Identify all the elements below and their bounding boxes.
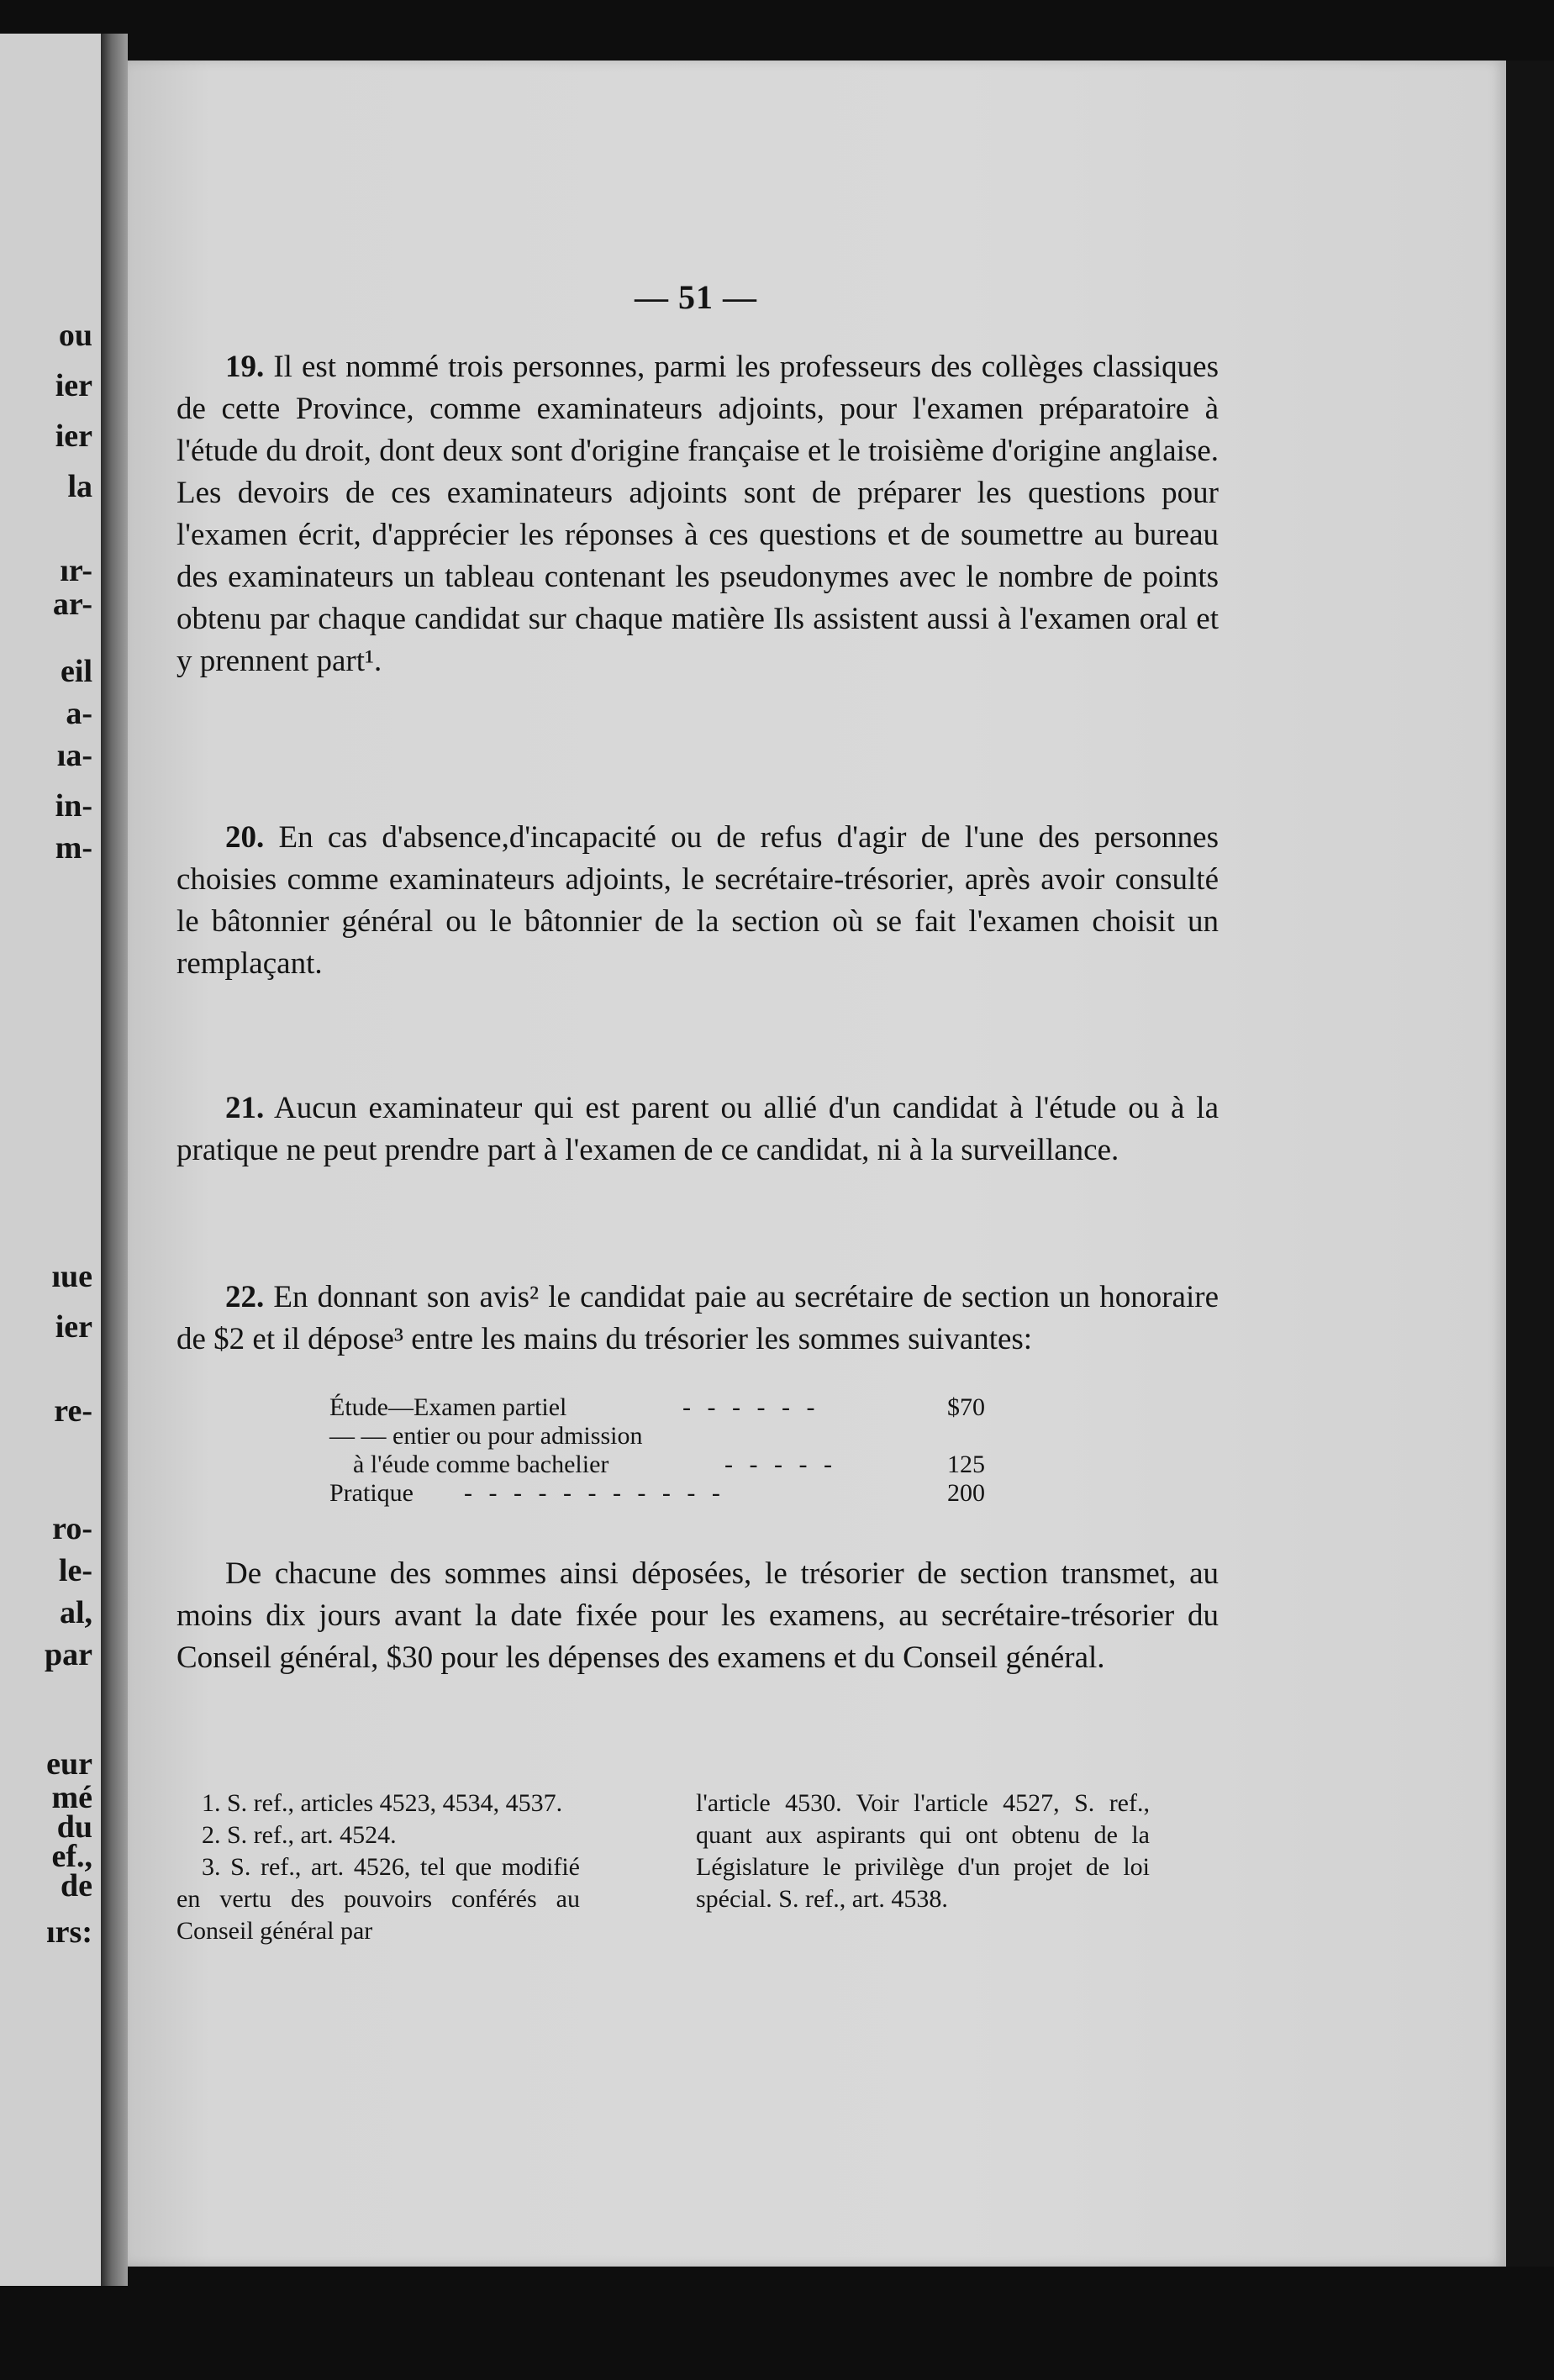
fee-amount: 125: [947, 1451, 985, 1478]
left-page-text-fragment: ef.,: [51, 1839, 92, 1874]
left-page-text-fragment: m-: [55, 830, 92, 866]
fee-label: Pratique: [329, 1479, 414, 1507]
fee-leader: - - - - -: [724, 1451, 837, 1478]
fee-leader: - - - - - -: [682, 1393, 820, 1421]
left-page-text-fragment: ier: [55, 368, 92, 403]
left-page-text-fragment: par: [45, 1637, 92, 1672]
left-page-text-fragment: eur: [46, 1746, 92, 1782]
left-page-text-fragment: ıue: [51, 1259, 92, 1294]
section-number: 21.: [225, 1091, 265, 1125]
left-page-text-fragment: eil: [61, 654, 92, 689]
left-page-text-fragment: mé: [51, 1780, 92, 1815]
left-page-strip: [0, 34, 101, 2286]
fee-leader: - - - - - - - - - - -: [464, 1479, 725, 1507]
fee-row: [329, 1422, 985, 1451]
left-page-text-fragment: de: [61, 1868, 92, 1903]
section-number: 22.: [225, 1280, 265, 1314]
fee-table: [329, 1393, 985, 1508]
page-gutter: [101, 34, 128, 2286]
left-page-text-fragment: in-: [55, 788, 92, 824]
section-text: En cas d'absence,d'incapacité ou de refus d'agir de l'une des personnes choisies comme examinateurs adjoints, le secrétaire-trésorier, après avoir consulté le bâtonnier général ou le bâtonnier de la section où se fait l'examen choisit un remplaçant.: [176, 820, 1219, 981]
footnote: 1. S. ref., articles 4523, 4534, 4537.: [202, 1789, 563, 1817]
left-page-text-fragment: a-: [66, 696, 92, 731]
left-page-text-fragment: le-: [58, 1553, 92, 1588]
left-page-text-fragment: ou: [58, 318, 92, 353]
footnotes-right-column: [696, 1788, 1150, 1915]
section-22: [176, 1277, 1219, 1361]
fee-amount: $70: [947, 1393, 985, 1421]
book-page: [128, 61, 1506, 2267]
left-page-text-fragment: ar-: [52, 587, 92, 622]
left-page-text-fragment: ıa-: [56, 738, 92, 773]
section-text: En donnant son avis² le candidat paie au secrétaire de section un honoraire de $2 et il dépose³ entre les mains du trésorier les sommes suivantes:: [176, 1280, 1219, 1356]
section-text: De chacune des sommes ainsi déposées, le trésorier de section transmet, au moins dix jours avant la date fixée pour les examens, au secrétaire-trésorier du Conseil général, $30 pour les dépenses des examens et du Conseil général.: [176, 1556, 1219, 1675]
left-page-text-fragment: ier: [55, 1309, 92, 1345]
fee-label: Étude—Examen partiel: [329, 1393, 567, 1421]
fee-label: à l'éude comme bachelier: [353, 1451, 609, 1478]
footnotes-left-column: [176, 1788, 580, 1947]
left-page-text-fragment: ro-: [52, 1511, 92, 1546]
section-22-continued: [176, 1553, 1219, 1679]
scan-border: [1506, 61, 1554, 2267]
section-20: [176, 817, 1219, 985]
section-number: 19.: [225, 350, 265, 384]
section-19: [176, 346, 1219, 682]
page-number: — 51 —: [635, 278, 757, 316]
fee-row: [329, 1479, 985, 1508]
fee-row: [329, 1451, 985, 1479]
section-21: [176, 1087, 1219, 1172]
section-text: Il est nommé trois personnes, parmi les professeurs des collèges classiques de cette Province, comme examinateurs adjoints, pour l'examen préparatoire à l'étude du droit, dont deux sont d'origine française et le troisième d'origine anglaise. Les devoirs de ces examinateurs adjoints sont de préparer les questions pour l'examen écrit, d'apprécier les réponses à ces questions et de soumettre au bureau des examinateurs un tableau contenant les pseudonymes avec le nombre de points obtenu par chaque candidat sur chaque matière Ils assistent aussi à l'examen oral et y prennent part¹.: [176, 350, 1219, 678]
fee-label: — — entier ou pour admission: [329, 1422, 643, 1450]
section-text: Aucun examinateur qui est parent ou allié d'un candidat à l'étude ou à la pratique ne peut prendre part à l'examen de ce candidat, ni à la surveillance.: [176, 1091, 1219, 1167]
fee-amount: 200: [947, 1479, 985, 1507]
left-page-text-fragment: ier: [55, 419, 92, 454]
left-page-text-fragment: du: [56, 1809, 92, 1845]
footnote: 2. S. ref., art. 4524.: [202, 1821, 397, 1849]
left-page-text-fragment: la: [67, 469, 92, 504]
left-page-text-fragment: al,: [59, 1595, 92, 1630]
left-page-text-fragment: ırs:: [46, 1914, 92, 1950]
footnote: 3. S. ref., art. 4526, tel que modifié en vertu des pouvoirs conférés au Conseil général par: [176, 1853, 580, 1945]
left-page-text-fragment: re-: [54, 1393, 92, 1429]
fee-row: [329, 1393, 985, 1422]
left-page-text-fragment: ır-: [60, 553, 92, 588]
footnote-continuation: l'article 4530. Voir l'article 4527, S. ref., quant aux aspirants qui ont obtenu de la Législature le privilège d'un projet de loi spécial. S. ref., art. 4538.: [696, 1789, 1150, 1913]
section-number: 20.: [225, 820, 265, 855]
